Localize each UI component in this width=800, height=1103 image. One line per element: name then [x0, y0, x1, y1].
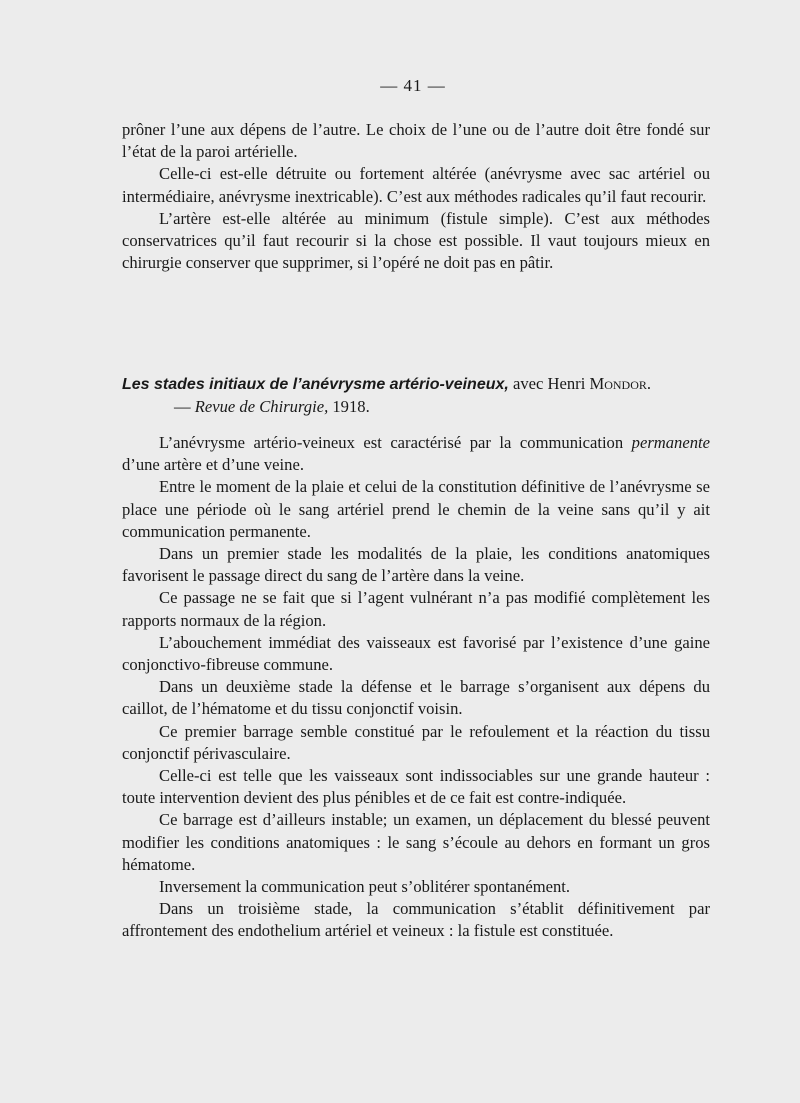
paragraph-text: L’anévrysme artério-veineux est caractérisé par la communication — [159, 433, 632, 452]
article-reference — [122, 373, 722, 418]
paragraph: Entre le moment de la plaie et celui de la constitution définitive de l’anévrysme se place une période où le sang artériel prend le chemin de la veine sans qu’il y ait communication permanente. — [122, 477, 710, 541]
paragraph: L’artère est-elle altérée au minimum (fistule simple). C’est aux méthodes conservatrices qu’il faut recourir si la chose est possible. Il vaut toujours mieux en chirurgie conserver que supprimer, si l’opéré ne doit pas en pâtir. — [122, 208, 710, 273]
journal-year: 1918. — [328, 397, 370, 416]
coauthor-name: Mondor. — [589, 374, 652, 393]
paragraph: Celle-ci est telle que les vaisseaux sont indissociables sur une grande hauteur : toute intervention devient des plus pénibles et de ce fait est contre-indiquée. — [122, 766, 710, 808]
paragraph: Dans un deuxième stade la défense et le barrage s’organisent aux dépens du caillot, de l’hématome et du tissu conjonctif voisin. — [122, 677, 710, 719]
paragraph-text: d’une artère et d’une veine. — [122, 455, 304, 475]
paragraph: Dans un premier stade les modalités de la plaie, les conditions anatomiques favorisent le passage direct du sang de l’artère dans la veine. — [122, 544, 710, 586]
journal-line — [122, 396, 722, 418]
section-1-text — [122, 119, 710, 274]
paragraph: Inversement la communication peut s’oblitérer spontanément. — [159, 877, 571, 897]
article-title-line — [122, 373, 722, 396]
journal-dash: — — [174, 397, 195, 416]
paragraph: Ce premier barrage semble constitué par le refoulement et la réaction du tissu conjonctif périvasculaire. — [122, 721, 710, 763]
emphasis-text: permanente — [631, 433, 710, 452]
paragraph: Dans un troisième stade, la communication s’établit définitivement par affrontement des endothelium artériel et veineux : la fistule est constituée. — [122, 899, 710, 941]
section-2-text — [122, 432, 710, 943]
page-number: — 41 — — [380, 76, 446, 95]
coauthor-prefix: avec Henri — [508, 374, 590, 393]
paragraph: Ce passage ne se fait que si l’agent vulnérant n’a pas modifié complètement les rapports normaux de la région. — [122, 588, 710, 630]
paragraph: prôner l’une aux dépens de l’autre. Le choix de l’une ou de l’autre doit être fondé sur l’état de la paroi artérielle. — [122, 120, 710, 162]
paragraph: Ce barrage est d’ailleurs instable; un examen, un déplacement du blessé peuvent modifier les conditions anatomiques : le sang s’écoule au dehors en formant un gros hématome. — [122, 810, 710, 874]
paragraph: L’abouchement immédiat des vaisseaux est favorisé par l’existence d’une gaine conjonctivo-fibreuse commune. — [122, 632, 710, 675]
article-title: Les stades initiaux de l’anévrysme artério-veineux, — [122, 376, 509, 393]
paragraph — [122, 432, 710, 476]
paragraph: Celle-ci est-elle détruite ou fortement altérée (anévrysme avec sac artériel ou intermédiaire, anévrysme inextricable). C’est aux méthodes radicales qu’il faut recourir. — [122, 164, 710, 206]
journal-name: Revue de Chirurgie, — [194, 397, 329, 416]
